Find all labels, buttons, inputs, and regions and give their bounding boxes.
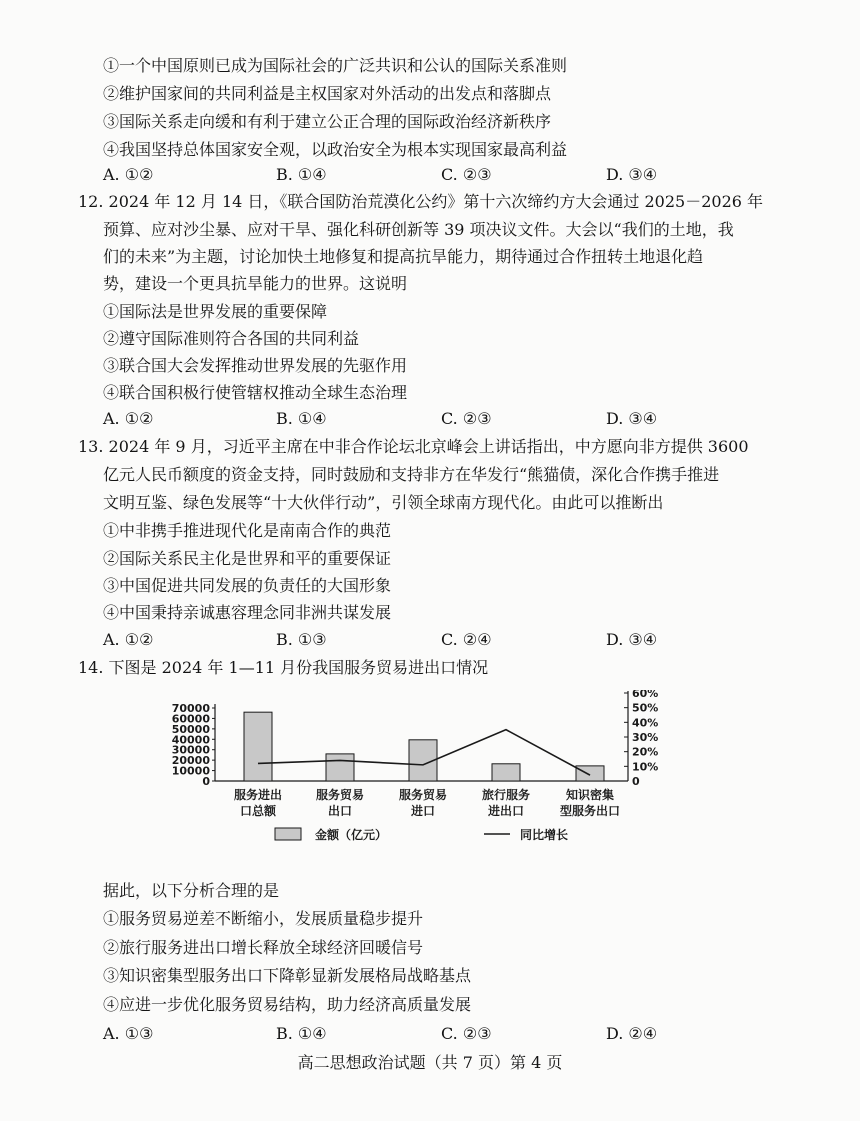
right-tick-label: 20%	[632, 745, 659, 759]
q12-item-2: ②遵守国际准则符合各国的共同利益	[103, 329, 360, 348]
category-label: 进口	[410, 804, 436, 818]
q14-option-c[interactable]: C. ②③	[441, 1024, 492, 1043]
q14-item-3: ③知识密集型服务出口下降彰显新发展格局战略基点	[103, 966, 472, 985]
q11-option-c[interactable]: C. ②③	[441, 165, 492, 184]
left-tick-label: 0	[202, 775, 210, 788]
category-label: 服务进出	[233, 788, 283, 802]
category-label: 出口	[327, 804, 353, 818]
q13-stem-1: 13. 2024 年 9 月，习近平主席在中非合作论坛北京峰会上讲话指出，中方愿向非方提供 3600	[78, 437, 749, 456]
right-tick-label: 10%	[632, 760, 659, 774]
q12-option-d[interactable]: D. ③④	[606, 409, 658, 428]
q13-option-a[interactable]: A. ①②	[103, 630, 154, 649]
bar-4	[492, 764, 520, 781]
bar-5	[576, 766, 604, 781]
category-label: 口总额	[239, 804, 277, 818]
q12-item-1: ①国际法是世界发展的重要保障	[103, 302, 328, 321]
q11-item-2: ②维护国家间的共同利益是主权国家对外活动的出发点和落脚点	[103, 84, 552, 103]
q12-item-3: ③联合国大会发挥推动世界发展的先驱作用	[103, 356, 408, 375]
q14-intro: 14. 下图是 2024 年 1—11 月份我国服务贸易进出口情况	[78, 658, 489, 677]
right-tick-label: 60%	[632, 690, 659, 700]
q11-options	[0, 164, 860, 186]
right-tick-label: 30%	[632, 731, 659, 744]
q12-item-4: ④联合国积极行使管辖权推动全球生态治理	[103, 383, 408, 402]
right-tick-label: 0	[632, 775, 640, 788]
q13-option-d[interactable]: D. ③④	[606, 630, 658, 649]
q11-option-a[interactable]: A. ①②	[103, 165, 154, 184]
q11-item-1: ①一个中国原则已成为国际社会的广泛共识和公认的国际关系准则	[103, 56, 568, 75]
q11-option-d[interactable]: D. ③④	[606, 165, 658, 184]
q12-options	[0, 408, 860, 430]
q13-option-b[interactable]: B. ①③	[276, 630, 327, 649]
bar-2	[326, 754, 354, 781]
legend-bar-label: 金额（亿元）	[315, 828, 388, 842]
left-tick-label: 70000	[171, 702, 210, 715]
q13-item-1: ①中非携手推进现代化是南南合作的典范	[103, 521, 392, 540]
category-label: 服务贸易	[398, 788, 448, 802]
right-tick-label: 50%	[632, 701, 659, 715]
left-tick-label: 30000	[171, 743, 210, 757]
q14-item-4: ④应进一步优化服务贸易结构，助力经济高质量发展	[103, 995, 472, 1014]
left-tick-label: 40000	[171, 733, 210, 747]
category-label: 旅行服务	[481, 788, 531, 802]
q12-stem-3: 们的未来”为主题，讨论加快土地修复和提高抗旱能力，期待通过合作扭转土地退化趋	[103, 247, 704, 266]
q13-option-c[interactable]: C. ②④	[441, 630, 492, 649]
q13-options	[0, 629, 860, 651]
q12-option-c[interactable]: C. ②③	[441, 409, 492, 428]
q13-item-2: ②国际关系民主化是世界和平的重要保证	[103, 549, 392, 568]
category-label: 进出口	[487, 804, 525, 818]
q12-stem-4: 势，建设一个更具抗旱能力的世界。这说明	[103, 274, 408, 293]
page-footer: 高二思想政治试题（共 7 页）第 4 页	[297, 1053, 563, 1072]
q13-item-4: ④中国秉持亲诚惠容理念同非洲共谋发展	[103, 603, 392, 622]
q14-options	[0, 1023, 860, 1045]
q11-item-4: ④我国坚持总体国家安全观，以政治安全为根本实现国家最高利益	[103, 140, 568, 159]
category-label: 知识密集	[565, 788, 615, 802]
q11-option-b[interactable]: B. ①④	[276, 165, 327, 184]
q13-stem-2: 亿元人民币额度的资金支持，同时鼓励和支持非方在华发行“熊猫债，深化合作携手推进	[103, 465, 720, 484]
q12-stem-1: 12. 2024 年 12 月 14 日，《联合国防治荒漠化公约》第十六次缔约方大会通过 2025－2026 年	[78, 192, 764, 211]
q13-stem-3: 文明互鉴、绿色发展等“十大伙伴行动”，引领全球南方现代化。由此可以推断出	[103, 493, 664, 512]
q12-stem-2: 预算、应对沙尘暴、应对干旱、强化科研创新等 39 项决议文件。大会以“我们的土地，我	[103, 220, 734, 239]
left-tick-label: 50000	[171, 722, 210, 736]
q14-item-1: ①服务贸易逆差不断缩小，发展质量稳步提升	[103, 909, 424, 928]
q14-option-b[interactable]: B. ①④	[276, 1024, 327, 1043]
left-tick-label: 20000	[171, 754, 210, 768]
q12-option-b[interactable]: B. ①④	[276, 409, 327, 428]
q11-item-3: ③国际关系走向缓和有利于建立公正合理的国际政治经济新秩序	[103, 112, 552, 131]
q14-option-a[interactable]: A. ①③	[103, 1024, 154, 1043]
q14-after: 据此，以下分析合理的是	[103, 881, 280, 900]
q13-item-3: ③中国促进共同发展的负责任的大国形象	[103, 576, 392, 595]
left-tick-label: 10000	[171, 764, 210, 778]
category-label: 型服务出口	[559, 804, 621, 818]
bar-1	[244, 712, 272, 781]
category-label: 服务贸易	[315, 788, 365, 802]
q14-item-2: ②旅行服务进出口增长释放全球经济回暖信号	[103, 938, 424, 957]
legend-bar-swatch	[275, 828, 301, 840]
q14-option-d[interactable]: D. ②④	[606, 1024, 658, 1043]
q12-option-a[interactable]: A. ①②	[103, 409, 154, 428]
left-tick-label: 60000	[171, 712, 210, 726]
service-trade-chart	[0, 690, 860, 860]
right-tick-label: 40%	[632, 716, 659, 730]
legend-line-label: 同比增长	[520, 828, 569, 842]
